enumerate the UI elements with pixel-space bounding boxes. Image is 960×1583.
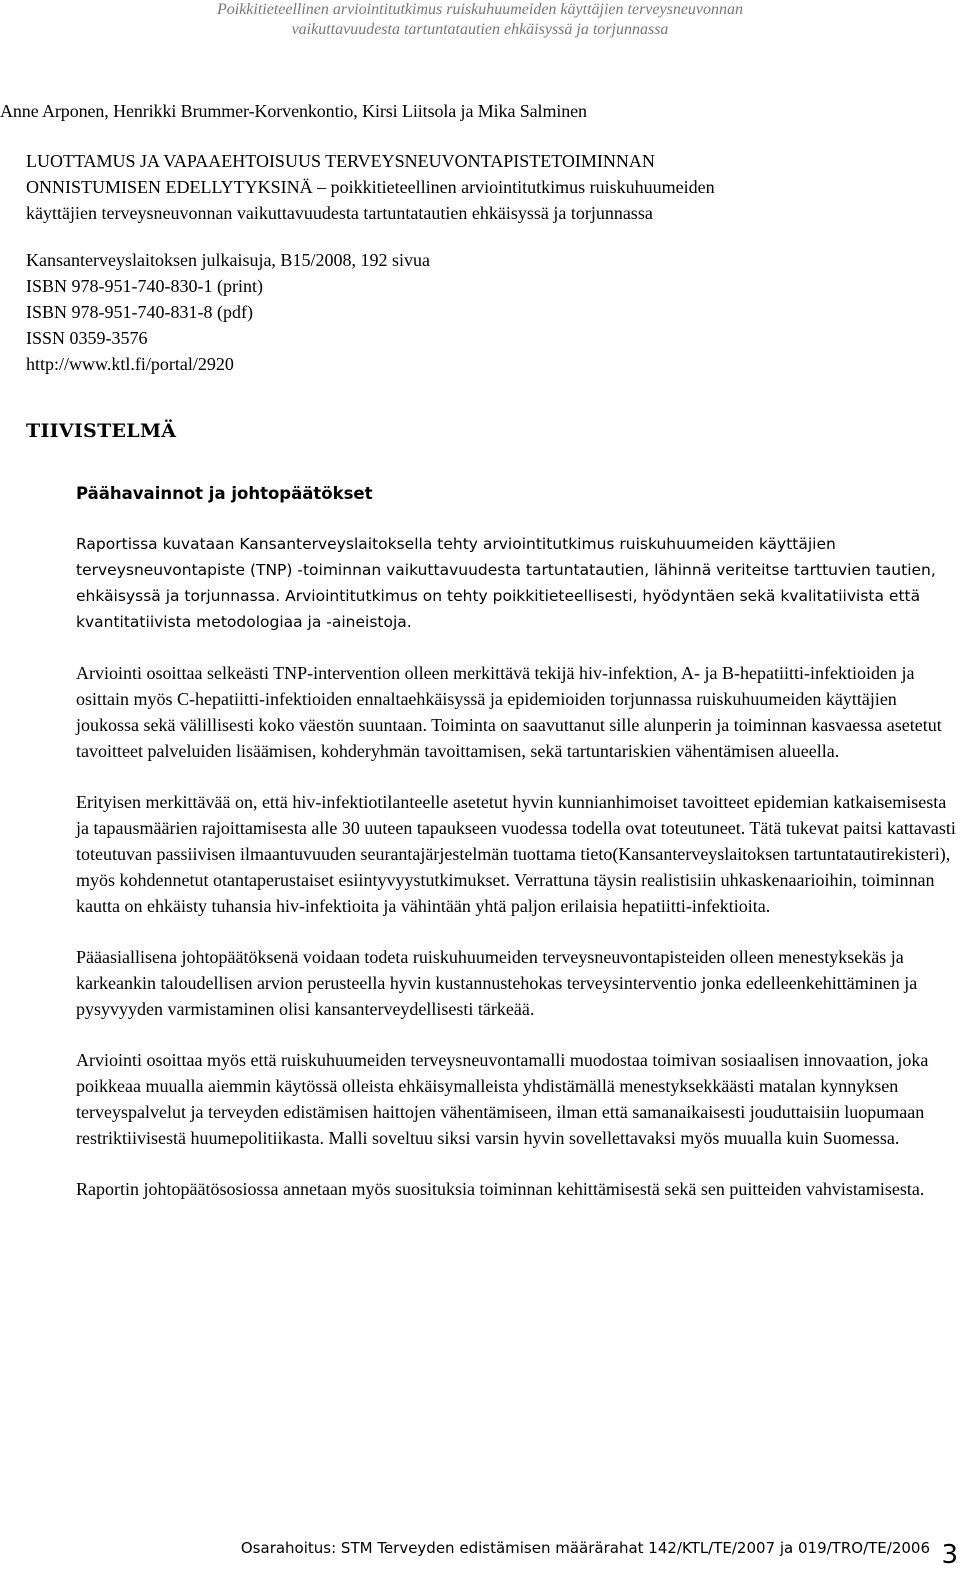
issn: ISSN 0359-3576 <box>26 328 148 348</box>
publication-info <box>26 247 958 377</box>
funding-note: Osarahoitus: STM Terveyden edistämisen määrärahat 142/KTL/TE/2007 ja 019/TRO/TE/2006 <box>240 1539 930 1557</box>
running-header-line-1: Poikkitieteellinen arviointitutkimus ruiskuhuumeiden käyttäjien terveysneuvonnan <box>216 1 744 18</box>
report-title-line-1: LUOTTAMUS JA VAPAAEHTOISUUS TERVEYSNEUVONTAPISTETOIMINNAN <box>26 151 655 171</box>
paragraph-5: Arviointi osoittaa myös että ruiskuhuumeiden terveysneuvontamalli muodostaa toimivan sosiaalisen innovaation, joka poikkeaa muualla aiemmin käytössä olleista ehkäisymalleista yhdistämällä menestyksekkäästi matalan kynnyksen terveyspalvelut ja terveyden edistämisen haittojen vähentämiseen, ilman että samanaikaisesti jouduttaisiin luopumaan restriktiivisestä huumepolitiikasta. Malli soveltuu siksi varsin hyvin sovellettavaksi myös muualla kuin Suomessa. <box>76 1050 929 1148</box>
report-title-line-2: ONNISTUMISEN EDELLYTYKSINÄ – poikkitieteellinen arviointitutkimus ruiskuhuumeiden <box>26 177 715 197</box>
paragraph-4: Pääasiallisena johtopäätöksenä voidaan todeta ruiskuhuumeiden terveysneuvontapisteiden olleen menestyksekäs ja karkeankin taloudellisen arvion perusteella hyvin kustannustehokas terveysinterventio jonka edelleenkehittäminen ja pysyvyyden varmistaminen olisi kansanterveydellisesti tärkeää. <box>76 947 918 1019</box>
report-title <box>26 148 958 226</box>
page-body <box>0 98 958 1202</box>
report-title-line-3: käyttäjien terveysneuvonnan vaikuttavuudesta tartuntatautien ehkäisyssä ja torjunnassa <box>26 203 653 223</box>
publication-series: Kansanterveyslaitoksen julkaisuja, B15/2008, 192 sivua <box>26 250 430 270</box>
abstract-body <box>76 531 956 1202</box>
paragraph-2: Arviointi osoittaa selkeästi TNP-intervention olleen merkittävä tekijä hiv-infektion, A- ja B-hepatiitti-infektioiden ja osittain myös C-hepatiitti-infektioiden ennaltaehkäisyssä ja epidemioiden torjunnassa ruiskuhuumeiden käyttäjien joukossa sekä välillisesti koko väestön suuntaan. Toiminta on saavuttanut sille alunperin ja toiminnan kasvaessa asetetut tavoitteet palveluiden lisäämisen, kohderyhmän tavoittamisen, sekä tartuntariskien vähentämisen alueella. <box>76 663 942 761</box>
paragraph-6: Raportin johtopäätösosiossa annetaan myös suosituksia toiminnan kehittämisestä sekä sen puitteiden vahvistamisesta. <box>76 1179 925 1199</box>
publication-url[interactable]: http://www.ktl.fi/portal/2920 <box>26 354 234 374</box>
author-list: Anne Arponen, Henrikki Brummer-Korvenkontio, Kirsi Liitsola ja Mika Salminen <box>0 101 587 121</box>
page-number: 3 <box>941 1540 958 1570</box>
running-header-line-2: vaikuttavuudesta tartuntatautien ehkäisyssä ja torjunnassa <box>291 21 669 38</box>
paragraph-3: Erityisen merkittävää on, että hiv-infektiotilanteelle asetetut hyvin kunnianhimoiset tavoitteet epidemian katkaisemisesta ja tapausmäärien rajoittamisesta alle 30 uuteen tapaukseen vuodessa todella ovat toteutuneet. Tätä tukevat paitsi kattavasti toteutuvan passiivisen ilmaantuvuuden seurantajärjestelmän tuottama tieto(Kansanterveyslaitoksen tartuntatautirekisteri), myös kohdennetut otantaperustaiset esiintyvyystutkimukset. Verrattuna täysin realistisiin uhkaskenaarioihin, toiminnan kautta on ehkäisty tuhansia hiv-infektioita ja vähintään yhtä paljon erilaisia hepatiitti-infektioita. <box>76 792 956 916</box>
isbn-print: ISBN 978-951-740-830-1 (print) <box>26 276 263 296</box>
paragraph-1: Raportissa kuvataan Kansanterveyslaitoksella tehty arviointitutkimus ruiskuhuumeiden käyttäjien terveysneuvontapiste (TNP) -toiminnan vaikuttavuudesta tartuntatautien, lähinnä veriteitse tarttuvien tautien, ehkäisyssä ja torjunnassa. Arviointitutkimus on tehty poikkitieteellisesti, hyödyntäen sekä kvalitatiivista että kvantitatiivista metodologiaa ja -aineistoja. <box>76 535 936 631</box>
subheading: Päähavainnot ja johtopäätökset <box>76 484 373 503</box>
section-heading: TIIVISTELMÄ <box>26 420 177 442</box>
running-header <box>0 0 960 40</box>
isbn-pdf: ISBN 978-951-740-831-8 (pdf) <box>26 302 253 322</box>
